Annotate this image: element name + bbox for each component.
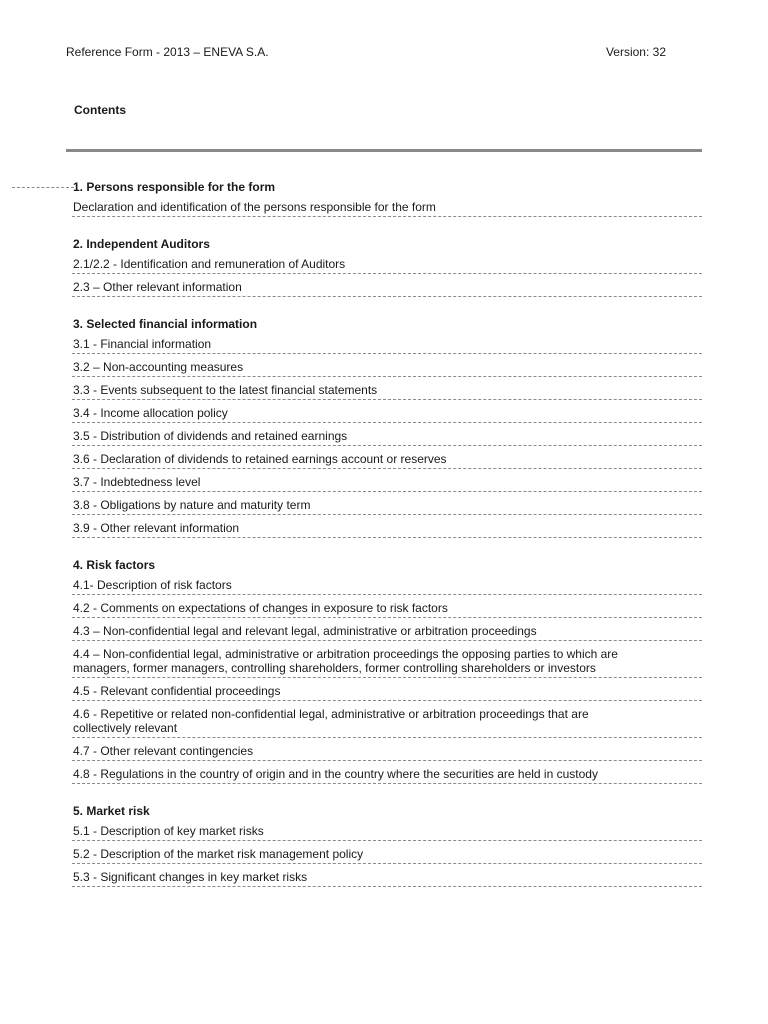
toc-entry[interactable]: 4.4 – Non-confidential legal, administrative or arbitration proceedings the opposing parties to which are managers, former managers, controlling shareholders, former controlling shareholders or investors xyxy=(72,647,702,678)
toc-entry[interactable]: 3.5 - Distribution of dividends and retained earnings xyxy=(72,429,702,446)
toc-entry[interactable]: 3.7 - Indebtedness level xyxy=(72,475,702,492)
toc-entry[interactable]: 3.1 - Financial information xyxy=(72,337,702,354)
section-title[interactable]: 1. Persons responsible for the form xyxy=(73,180,276,194)
toc-entry[interactable]: 2.1/2.2 - Identification and remuneration of Auditors xyxy=(72,257,702,274)
page-header xyxy=(66,45,666,61)
toc-entry[interactable]: 4.7 - Other relevant contingencies xyxy=(72,744,702,761)
toc-entry[interactable]: Declaration and identification of the persons responsible for the form xyxy=(72,200,702,217)
toc-entry[interactable]: 4.1- Description of risk factors xyxy=(72,578,702,595)
toc-entry[interactable]: 4.3 – Non-confidential legal and relevant legal, administrative or arbitration proceedings xyxy=(72,624,702,641)
toc-entry[interactable]: 4.8 - Regulations in the country of origin and in the country where the securities are held in custody xyxy=(72,767,702,784)
section-title[interactable]: 3. Selected financial information xyxy=(73,317,258,331)
toc-entry[interactable]: 2.3 – Other relevant information xyxy=(72,280,702,297)
toc-entry[interactable]: 4.6 - Repetitive or related non-confidential legal, administrative or arbitration proceedings that are collectively relevant xyxy=(72,707,702,738)
toc-entry[interactable]: 5.1 - Description of key market risks xyxy=(72,824,702,841)
toc-entry[interactable]: 3.6 - Declaration of dividends to retained earnings account or reserves xyxy=(72,452,702,469)
section-title[interactable]: 4. Risk factors xyxy=(73,558,156,572)
document-title: Reference Form - 2013 – ENEVA S.A. xyxy=(66,45,269,59)
toc-entry[interactable]: 3.2 – Non-accounting measures xyxy=(72,360,702,377)
margin-dash-line xyxy=(12,187,74,188)
toc-section-5 xyxy=(73,804,702,887)
toc-entry[interactable]: 3.8 - Obligations by nature and maturity term xyxy=(72,498,702,515)
contents-divider xyxy=(66,149,702,152)
toc-section-2 xyxy=(73,237,702,297)
toc-entry[interactable]: 3.9 - Other relevant information xyxy=(72,521,702,538)
version-label: Version: 32 xyxy=(605,45,666,59)
table-of-contents xyxy=(73,180,702,907)
contents-heading: Contents xyxy=(74,103,126,117)
toc-entry[interactable]: 3.4 - Income allocation policy xyxy=(72,406,702,423)
toc-entry[interactable]: 3.3 - Events subsequent to the latest financial statements xyxy=(72,383,702,400)
toc-entry[interactable]: 4.2 - Comments on expectations of changes in exposure to risk factors xyxy=(72,601,702,618)
toc-entry[interactable]: 5.2 - Description of the market risk management policy xyxy=(72,847,702,864)
toc-entry[interactable]: 5.3 - Significant changes in key market risks xyxy=(72,870,702,887)
toc-entry[interactable]: 4.5 - Relevant confidential proceedings xyxy=(72,684,702,701)
toc-section-4 xyxy=(73,558,702,784)
toc-section-3 xyxy=(73,317,702,538)
toc-section-1 xyxy=(73,180,702,217)
section-title[interactable]: 2. Independent Auditors xyxy=(73,237,210,251)
section-title[interactable]: 5. Market risk xyxy=(73,804,150,818)
